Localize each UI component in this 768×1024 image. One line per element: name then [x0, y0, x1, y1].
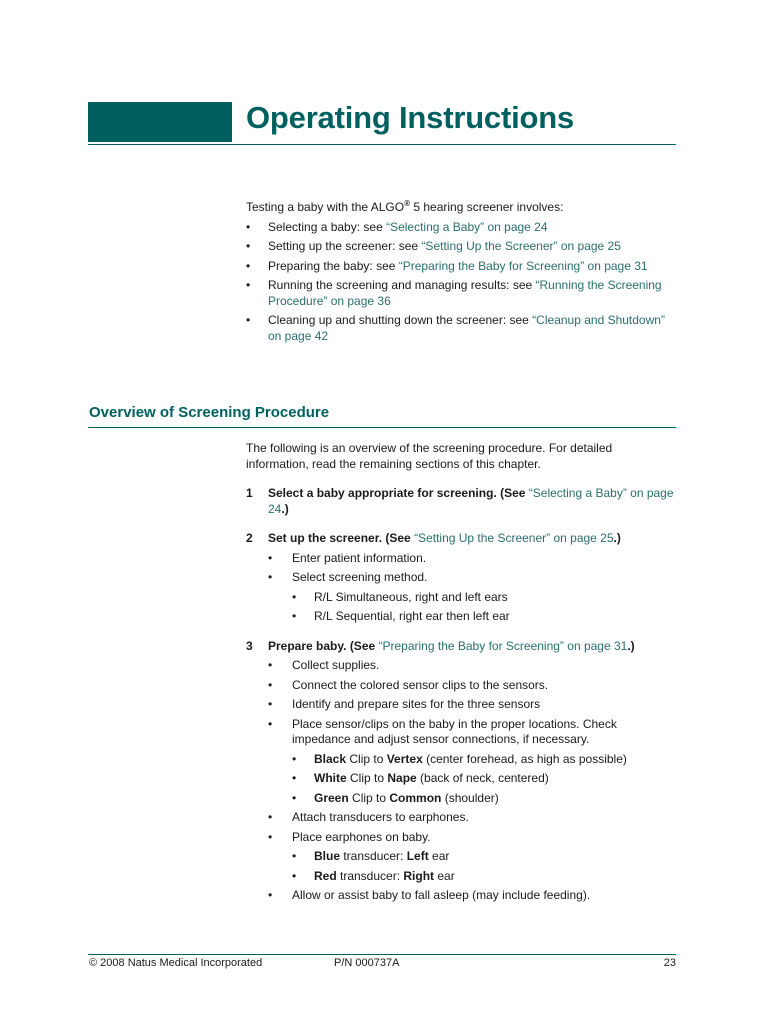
list-item: • White Clip to Nape (back of neck, centered)	[292, 771, 676, 787]
intro-lead: Testing a baby with the ALGO® 5 hearing screener involves:	[246, 199, 564, 214]
cross-reference-link[interactable]: “Running the Screening Procedure” on page 36	[268, 278, 662, 308]
list-item: • Running the screening and managing results: see “Running the Screening Procedure” on page 36	[246, 278, 676, 309]
intro-block	[246, 200, 676, 348]
page-number: 23	[663, 957, 676, 969]
list-item: • Place sensor/clips on the baby in the proper locations. Check impedance and adjust sensor connections, if necessary. • Black Clip to Vertex (center forehead, as high as possible) • White Clip to Nape (back of neck, centered) • Green Clip to Common (shoulder)	[268, 717, 676, 807]
cross-reference-link[interactable]: “Setting Up the Screener” on page 25	[414, 531, 614, 545]
footer-divider	[88, 954, 676, 955]
transducer-list	[292, 849, 676, 884]
sub-list	[268, 551, 676, 625]
cross-reference-link[interactable]: “Cleanup and Shutdown” on page 42	[268, 313, 665, 343]
section-divider	[88, 427, 676, 428]
list-item: • Red transducer: Right ear	[292, 869, 676, 885]
title-divider	[88, 144, 676, 145]
list-item: • R/L Sequential, right ear then left ear	[292, 609, 676, 625]
list-item: • Setting up the screener: see “Setting Up the Screener” on page 25	[246, 239, 676, 255]
list-item: • Enter patient information.	[268, 551, 676, 567]
list-item: • Selecting a baby: see “Selecting a Baby” on page 24	[246, 220, 676, 236]
list-item: • Collect supplies.	[268, 658, 676, 674]
list-item: • Attach transducers to earphones.	[268, 810, 676, 826]
list-item: • Place earphones on baby. • Blue transducer: Left ear • Red transducer: Right ear	[268, 830, 676, 885]
cross-reference-link[interactable]: “Setting Up the Screener” on page 25	[421, 239, 621, 253]
intro-list	[246, 220, 676, 345]
step-number: 2	[246, 531, 253, 545]
list-item: • Connect the colored sensor clips to the sensors.	[268, 678, 676, 694]
footer-copyright: © 2008 Natus Medical Incorporated	[89, 957, 263, 969]
footer-part-number: P/N 000737A	[334, 957, 400, 969]
registered-mark: ®	[404, 199, 410, 208]
cross-reference-link[interactable]: “Selecting a Baby” on page 24	[386, 219, 548, 234]
step-number: 3	[246, 638, 253, 653]
sub-list	[268, 658, 676, 904]
list-item: • Cleaning up and shutting down the screener: see “Cleanup and Shutdown” on page 42	[246, 313, 676, 344]
step-item: 3 Prepare baby. (See “Preparing the Baby for Screening” on page 31.) • Collect supplies. • Connect the colored sensor clips to the sensors. • Identify and prepare sites for the three sensors • Place sensor/clips on the baby in the proper locations. Check impedance and adjust sensor connections, if necessary. • Black Clip to Vertex (center forehead, as high as possible) • White Clip to Nape (back of neck, centered) • Green Clip to Common (shoulder) • Attach transducers to earphones. • Place earphones on baby. • Blue transducer: Left ear • Red transducer: Right ear • Allow or assist baby to fall asleep (may include feeding).	[246, 639, 676, 904]
overview-block	[246, 441, 676, 918]
list-item: • Black Clip to Vertex (center forehead, as high as possible)	[292, 752, 676, 768]
list-item: • Select screening method. • R/L Simultaneous, right and left ears • R/L Sequential, right ear then left ear	[268, 570, 676, 625]
sub-sub-list	[292, 590, 676, 625]
list-item: • Preparing the baby: see “Preparing the Baby for Screening” on page 31	[246, 259, 676, 275]
overview-intro: The following is an overview of the screening procedure. For detailed information, read the remaining sections of this chapter.	[246, 441, 613, 471]
sensor-clip-list	[292, 752, 676, 807]
step-number: 1	[246, 486, 253, 500]
list-item: • Allow or assist baby to fall asleep (may include feeding).	[268, 888, 676, 904]
list-item: • Blue transducer: Left ear	[292, 849, 676, 865]
page-title: Operating Instructions	[246, 100, 575, 135]
step-item: 2 Set up the screener. (See “Setting Up the Screener” on page 25.) • Enter patient information. • Select screening method. • R/L Simultaneous, right and left ears • R/L Sequential, right ear then left ear	[246, 531, 676, 625]
step-item: 1 Select a baby appropriate for screening. (See “Selecting a Baby” on page 24.)	[246, 486, 674, 516]
list-item: • R/L Simultaneous, right and left ears	[292, 590, 676, 606]
list-item: • Green Clip to Common (shoulder)	[292, 791, 676, 807]
title-bar-block	[88, 102, 232, 142]
section-heading: Overview of Screening Procedure	[89, 404, 330, 421]
steps-list	[246, 486, 676, 904]
list-item: • Identify and prepare sites for the three sensors	[268, 697, 676, 713]
cross-reference-link[interactable]: “Preparing the Baby for Screening” on page 31	[378, 638, 628, 653]
cross-reference-link[interactable]: “Selecting a Baby” on page 24	[268, 486, 674, 516]
cross-reference-link[interactable]: “Preparing the Baby for Screening” on page 31	[398, 258, 648, 273]
